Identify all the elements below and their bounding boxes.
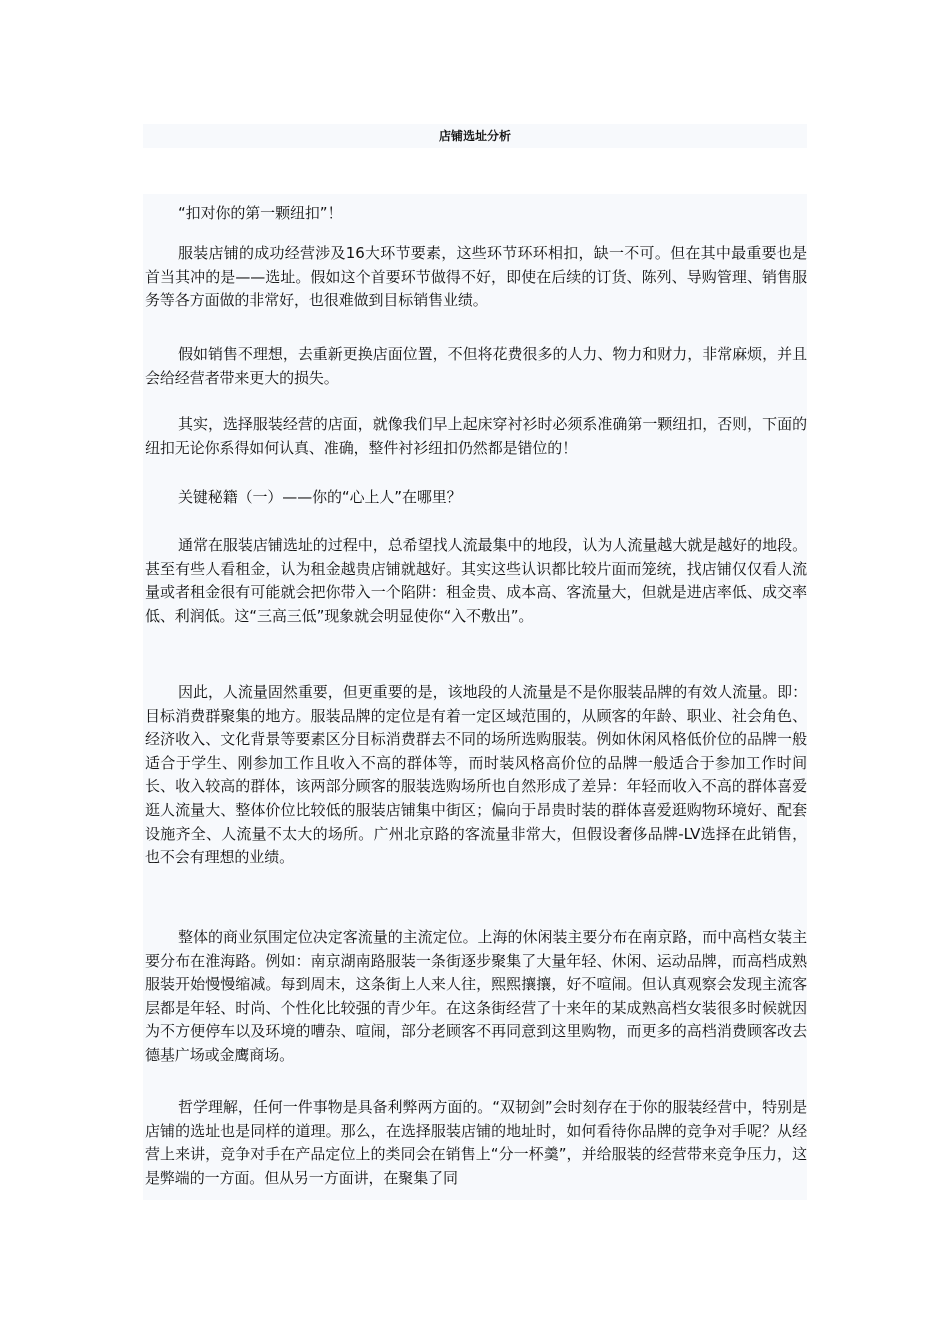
- article-body: [143, 194, 807, 1200]
- paragraph-3: 假如销售不理想，去重新更换店面位置，不但将花费很多的人力、物力和财力，非常麻烦，并且会给经营者带来更大的损失。: [145, 345, 807, 387]
- document-title: 店铺选址分析: [438, 129, 511, 143]
- paragraph-1: “扣对你的第一颗纽扣”！: [178, 204, 343, 222]
- paragraph-9: 哲学理解，任何一件事物是具备利弊两方面的。“双韧剑”会时刻存在于你的服装经营中，特别是店铺的选址也是同样的道理。那么，在选择服装店铺的地址时，如何看待你品牌的竞争对手呢？从经营上来讲，竞争对手在产品定位上的类同会在销售上“分一杯羹”，并给服装的经营带来竞争压力，这是弊端的一方面。但从另一方面讲，在聚集了同: [145, 1098, 807, 1187]
- paragraph-7: 因此，人流量固然重要，但更重要的是，该地段的人流量是不是你服装品牌的有效人流量。即：目标消费群聚集的地方。服装品牌的定位是有着一定区域范围的，从顾客的年龄、职业、社会角色、经济收入、文化背景等要素区分目标消费群去不同的场所选购服装。例如休闲风格低价位的品牌一般适合于学生、刚参加工作且收入不高的群体等，而时装风格高价位的品牌一般适合于参加工作时间长、收入较高的群体，该两部分顾客的服装选购场所也自然形成了差异：年轻而收入不高的群体喜爱逛人流量大、整体价位比较低的服装店铺集中街区；偏向于昂贵时装的群体喜爱逛购物环境好、配套设施齐全、人流量不太大的场所。广州北京路的客流量非常大，但假设奢侈品牌-LV选择在此销售，也不会有理想的业绩。: [145, 683, 807, 867]
- paragraph-2: 服装店铺的成功经营涉及16大环节要素，这些环节环环相扣，缺一不可。但在其中最重要也是首当其冲的是——选址。假如这个首要环节做得不好，即使在后续的订货、陈列、导购管理、销售服务等各方面做的非常好，也很难做到目标销售业绩。: [145, 244, 807, 310]
- paragraph-4: 其实，选择服装经营的店面，就像我们早上起床穿衬衫时必须系准确第一颗纽扣，否则，下面的纽扣无论你系得如何认真、准确，整件衬衫纽扣仍然都是错位的！: [145, 415, 807, 457]
- paragraph-5: 关键秘籍（一）——你的“心上人”在哪里？: [178, 488, 462, 506]
- title-band: [143, 124, 807, 148]
- paragraph-6: 通常在服装店铺选址的过程中，总希望找人流最集中的地段，认为人流量越大就是越好的地段。甚至有些人看租金，认为租金越贵店铺就越好。其实这些认识都比较片面而笼统，找店铺仅仅看人流量或者租金很有可能就会把你带入一个陷阱：租金贵、成本高、客流量大，但就是进店率低、成交率低、利润低。这“三高三低”现象就会明显使你“入不敷出”。: [145, 536, 807, 625]
- paragraph-8: 整体的商业氛围定位决定客流量的主流定位。上海的休闲装主要分布在南京路，而中高档女装主要分布在淮海路。例如：南京湖南路服装一条街逐步聚集了大量年轻、休闲、运动品牌，而高档成熟服装开始慢慢缩减。每到周末，这条街上人来人往，熙熙攘攘，好不喧闹。但认真观察会发现主流客层都是年轻、时尚、个性化比较强的青少年。在这条街经营了十来年的某成熟高档女装很多时候就因为不方便停车以及环境的嘈杂、喧闹，部分老顾客不再同意到这里购物，而更多的高档消费顾客改去德基广场或金鹰商场。: [145, 928, 807, 1064]
